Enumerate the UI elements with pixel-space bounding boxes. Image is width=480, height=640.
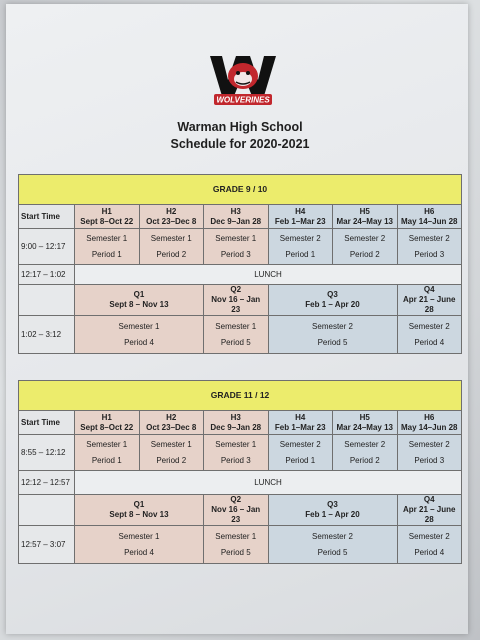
afternoon-cell: Semester 2 Period 5	[268, 316, 397, 354]
half-header-h2: H2 Oct 23–Dec 8	[139, 205, 204, 229]
quarters-header-row	[19, 285, 462, 316]
lunch-time: 12:17 – 1:02	[19, 265, 75, 285]
start-time-header: Start Time	[19, 411, 75, 435]
morning-cell: Semester 2 Period 3	[397, 229, 462, 265]
afternoon-cell: Semester 1 Period 4	[75, 526, 204, 564]
morning-row	[19, 435, 462, 471]
half-header-h5: H5 Mar 24–May 13	[333, 205, 398, 229]
quarter-header-q1: Q1 Sept 8 – Nov 13	[75, 285, 204, 316]
quarters-header-blank	[19, 285, 75, 316]
half-header-h5: H5 Mar 24–May 13	[333, 411, 398, 435]
afternoon-cell: Semester 1 Period 5	[204, 316, 269, 354]
logo-wordmark: WOLVERINES	[216, 95, 270, 105]
morning-cell: Semester 2 Period 3	[397, 435, 462, 471]
halves-header-row	[19, 205, 462, 229]
quarter-header-q3: Q3 Feb 1 – Apr 20	[268, 495, 397, 526]
grade-band-row	[19, 381, 462, 411]
quarters-header-row	[19, 495, 462, 526]
afternoon-cell: Semester 1 Period 5	[204, 526, 269, 564]
afternoon-cell: Semester 2 Period 5	[268, 526, 397, 564]
lunch-label: LUNCH	[75, 471, 462, 495]
morning-cell: Semester 1 Period 1	[75, 229, 140, 265]
start-time-header: Start Time	[19, 205, 75, 229]
grade-9-10-schedule-table	[18, 174, 462, 354]
quarters-header-blank	[19, 495, 75, 526]
schedule-title: Schedule for 2020-2021	[170, 137, 310, 151]
half-header-h3: H3 Dec 9–Jan 28	[204, 205, 269, 229]
lunch-time: 12:12 – 12:57	[19, 471, 75, 495]
afternoon-cell: Semester 2 Period 4	[397, 316, 462, 354]
morning-cell: Semester 2 Period 2	[333, 229, 398, 265]
morning-cell: Semester 1 Period 1	[75, 435, 140, 471]
half-header-h6: H6 May 14–Jun 28	[397, 205, 462, 229]
half-header-h2: H2 Oct 23–Dec 8	[139, 411, 204, 435]
half-header-h3: H3 Dec 9–Jan 28	[204, 411, 269, 435]
lunch-label: LUNCH	[75, 265, 462, 285]
grade-band-row	[19, 175, 462, 205]
morning-cell: Semester 2 Period 2	[333, 435, 398, 471]
morning-row	[19, 229, 462, 265]
lunch-row	[19, 265, 462, 285]
afternoon-row	[19, 526, 462, 564]
wolverine-logo-icon	[206, 50, 280, 108]
halves-header-row	[19, 411, 462, 435]
grade-band-title: GRADE 11 / 12	[19, 381, 462, 411]
afternoon-cell: Semester 1 Period 4	[75, 316, 204, 354]
morning-cell: Semester 1 Period 2	[139, 229, 204, 265]
quarter-header-q1: Q1 Sept 8 – Nov 13	[75, 495, 204, 526]
morning-cell: Semester 1 Period 3	[204, 435, 269, 471]
morning-cell: Semester 2 Period 1	[268, 435, 333, 471]
quarter-header-q4: Q4 Apr 21 – June 28	[397, 285, 462, 316]
afternoon-row	[19, 316, 462, 354]
morning-cell: Semester 2 Period 1	[268, 229, 333, 265]
school-name: Warman High School	[177, 120, 303, 134]
quarter-header-q2: Q2 Nov 16 – Jan 23	[204, 285, 269, 316]
half-header-h6: H6 May 14–Jun 28	[397, 411, 462, 435]
lunch-row	[19, 471, 462, 495]
half-header-h1: H1 Sept 8–Oct 22	[75, 411, 140, 435]
morning-cell: Semester 1 Period 3	[204, 229, 269, 265]
morning-cell: Semester 1 Period 2	[139, 435, 204, 471]
morning-time: 8:55 – 12:12	[19, 435, 75, 471]
quarter-header-q4: Q4 Apr 21 – June 28	[397, 495, 462, 526]
quarter-header-q3: Q3 Feb 1 – Apr 20	[268, 285, 397, 316]
half-header-h1: H1 Sept 8–Oct 22	[75, 205, 140, 229]
half-header-h4: H4 Feb 1–Mar 23	[268, 411, 333, 435]
afternoon-time: 1:02 – 3:12	[19, 316, 75, 354]
afternoon-time: 12:57 – 3:07	[19, 526, 75, 564]
grade-11-12-schedule-table	[18, 380, 462, 564]
grade-band-title: GRADE 9 / 10	[19, 175, 462, 205]
half-header-h4: H4 Feb 1–Mar 23	[268, 205, 333, 229]
quarter-header-q2: Q2 Nov 16 – Jan 23	[204, 495, 269, 526]
morning-time: 9:00 – 12:17	[19, 229, 75, 265]
afternoon-cell: Semester 2 Period 4	[397, 526, 462, 564]
